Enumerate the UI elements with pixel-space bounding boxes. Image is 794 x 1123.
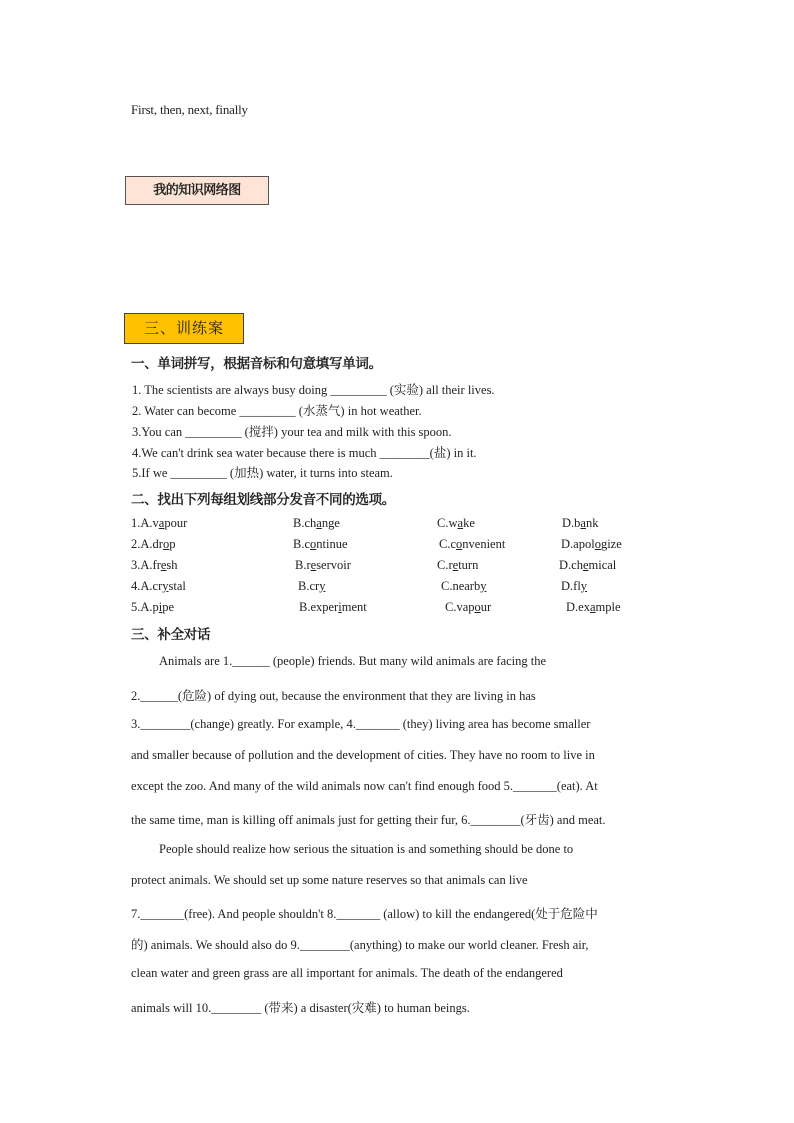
underlined-letter: y — [162, 579, 169, 593]
underlined-letter: e — [310, 558, 317, 572]
underlined-letter: a — [316, 516, 322, 530]
passage-line: the same time, man is killing off animals just for getting their fur, 6.________(牙齿) and meat. — [131, 813, 606, 827]
pronunciation-option: D.fly — [561, 579, 588, 593]
underlined-letter: e — [452, 558, 459, 572]
underlined-letter: i — [158, 600, 163, 614]
pronunciation-option: 3.A.fresh — [131, 558, 178, 572]
pronunciation-option: D.bank — [562, 516, 599, 530]
knowledge-network-box: 我的知识网络图 — [125, 176, 269, 205]
underlined-letter: o — [456, 537, 463, 551]
passage-line: except the zoo. And many of the wild animals now can't find enough food 5._______(eat). At — [131, 779, 598, 793]
underlined-letter: a — [589, 600, 596, 614]
underlined-letter: i — [338, 600, 342, 614]
pronunciation-option: D.apologize — [561, 537, 622, 551]
spelling-item-4: 4.We can't drink sea water because there is much ________(盐) in it. — [132, 446, 477, 460]
passage-line: 7._______(free). And people shouldn't 8._______ (allow) to kill the endangered(处于危险中 — [131, 907, 598, 921]
spelling-item-2: 2. Water can become _________ (水蒸气) in hot weather. — [132, 404, 422, 418]
pronunciation-option: 4.A.crystal — [131, 579, 186, 593]
passage-line: and smaller because of pollution and the development of cities. They have no room to live in — [131, 748, 595, 762]
section1-heading: 一、单词拼写，根据音标和句意填写单词。 — [131, 356, 382, 372]
passage-line: clean water and green grass are all important for animals. The death of the endangered — [131, 966, 563, 980]
pronunciation-option: C.return — [437, 558, 479, 572]
spelling-item-5: 5.If we _________ (加热) water, it turns into steam. — [132, 466, 393, 480]
training-section-box: 三、训练案 — [124, 313, 244, 344]
underlined-letter: e — [160, 558, 167, 572]
spelling-item-1: 1. The scientists are always busy doing _________ (实验) all their lives. — [132, 383, 495, 397]
passage-line: Animals are 1.______ (people) friends. But many wild animals are facing the — [159, 654, 547, 668]
underlined-letter: o — [474, 600, 481, 614]
underlined-letter: o — [310, 537, 317, 551]
section2-heading: 二、找出下列每组划线部分发音不同的选项。 — [131, 492, 395, 508]
pronunciation-option: C.wake — [437, 516, 475, 530]
pronunciation-option: C.convenient — [439, 537, 506, 551]
pronunciation-option: B.cry — [298, 579, 326, 593]
passage-line: People should realize how serious the situation is and something should be done to — [159, 842, 574, 856]
underlined-letter: a — [457, 516, 464, 530]
underlined-letter: o — [162, 537, 170, 551]
pronunciation-option: B.change — [293, 516, 340, 530]
pronunciation-option: B.continue — [293, 537, 348, 551]
underlined-letter: y — [319, 579, 326, 593]
pronunciation-option: B.reservoir — [295, 558, 351, 572]
underlined-letter: a — [580, 516, 586, 530]
underlined-letter: o — [594, 537, 601, 551]
pronunciation-option: D.chemical — [559, 558, 617, 572]
pronunciation-option: 5.A.pipe — [131, 600, 175, 614]
underlined-letter: a — [158, 516, 165, 530]
pronunciation-option: 1.A.vapour — [131, 516, 188, 530]
section3-heading: 三、补全对话 — [131, 627, 211, 643]
passage-line: animals will 10.________ (带来) a disaster(灾难) to human beings. — [131, 1001, 470, 1015]
pronunciation-option: C.vapour — [445, 600, 492, 614]
pronunciation-option: C.nearby — [441, 579, 487, 593]
passage-line: protect animals. We should set up some nature reserves so that animals can live — [131, 873, 528, 887]
spelling-item-3: 3.You can _________ (搅拌) your tea and milk with this spoon. — [132, 425, 452, 439]
sequence-words: First, then, next, finally — [131, 102, 248, 117]
underlined-letter: y — [480, 579, 487, 593]
underlined-letter: y — [580, 579, 588, 593]
underlined-letter: e — [582, 558, 589, 572]
pronunciation-option: D.example — [566, 600, 621, 614]
passage-line: 3.________(change) greatly. For example, 4._______ (they) living area has become smaller — [131, 717, 591, 731]
pronunciation-option: 2.A.drop — [131, 537, 176, 551]
passage-line: 的) animals. We should also do 9.________(anything) to make our world cleaner. Fresh air, — [131, 938, 589, 952]
pronunciation-option: B.experiment — [299, 600, 367, 614]
passage-line: 2.______(危险) of dying out, because the environment that they are living in has — [131, 689, 536, 703]
